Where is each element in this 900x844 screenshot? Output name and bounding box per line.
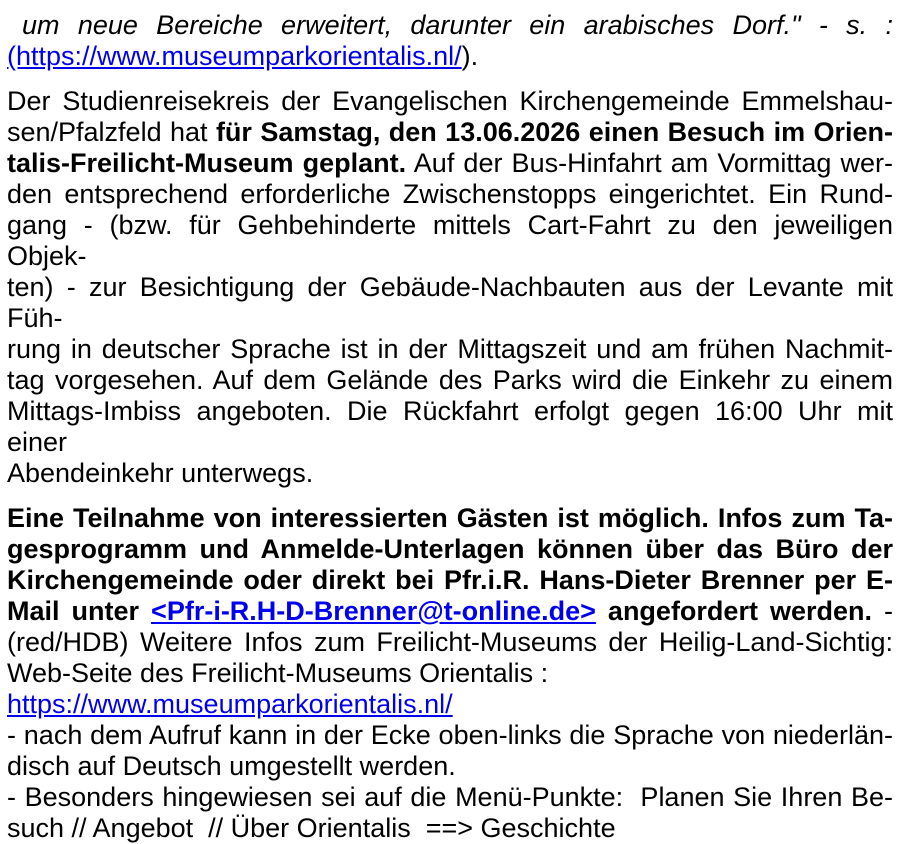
text-line bbox=[7, 210, 893, 272]
museumpark-orientalis-link[interactable]: (https://www.museumparkorientalis.nl/ bbox=[7, 41, 462, 71]
text-segment: such // Angebot // Über Orientalis ==> Geschichte bbox=[7, 813, 616, 843]
text-segment: Auf der Bus-Hinfahrt am Vormittag wer- bbox=[406, 148, 893, 178]
text-segment: talis-Freilicht-Museum geplant. bbox=[7, 148, 407, 178]
text-line bbox=[7, 658, 893, 689]
museumpark-orientalis-link[interactable]: https://www.museumparkorientalis.nl/ bbox=[7, 689, 453, 719]
text-line bbox=[7, 334, 893, 365]
text-line bbox=[7, 86, 893, 117]
text-segment: Web-Seite des Freilicht-Museums Orientalis : bbox=[7, 658, 549, 688]
text-segment: Abendeinkehr unterwegs. bbox=[7, 458, 314, 488]
document-body bbox=[7, 10, 893, 844]
lead-quote-paragraph bbox=[7, 10, 893, 72]
text-segment: um neue Bereiche erweitert, darunter ein arabisches Dorf." - s. : bbox=[22, 10, 893, 40]
text-segment: - Besonders hingewiesen sei auf die Menü-Punkte: Planen Sie Ihren Be- bbox=[7, 782, 893, 812]
text-line bbox=[7, 596, 893, 627]
text-line bbox=[7, 365, 893, 396]
text-segment: - bbox=[871, 596, 893, 626]
text-line bbox=[7, 10, 893, 41]
trip-details-paragraph bbox=[7, 86, 893, 489]
text-segment: Kirchengemeinde oder direkt bei Pfr.i.R. Hans-Dieter Brenner per E- bbox=[7, 565, 893, 595]
text-line bbox=[7, 689, 893, 720]
brenner-email-link[interactable]: <Pfr-i-R.H-D-Brenner@t-online.de> bbox=[151, 596, 596, 626]
text-line bbox=[7, 751, 893, 782]
text-segment: Der Studienreisekreis der Evangelischen Kirchengemeinde Emmelshau- bbox=[7, 86, 893, 116]
text-line bbox=[7, 148, 893, 179]
text-segment: für Samstag, den 13.06.2026 einen Besuch im Orien- bbox=[215, 117, 893, 147]
text-line bbox=[7, 627, 893, 658]
text-line bbox=[7, 117, 893, 148]
text-line bbox=[7, 534, 893, 565]
text-line bbox=[7, 41, 893, 72]
text-segment: sen/Pfalzfeld hat bbox=[7, 117, 216, 147]
text-line bbox=[7, 179, 893, 210]
text-segment: (red/HDB) Weitere Infos zum Freilicht-Museums der Heilig-Land-Sichtig: bbox=[7, 627, 893, 657]
text-segment: disch auf Deutsch umgestellt werden. bbox=[7, 751, 456, 781]
text-segment: Mittags-Imbiss angeboten. Die Rückfahrt erfolgt gegen 16:00 Uhr mit einer bbox=[7, 396, 893, 457]
text-line bbox=[7, 813, 893, 844]
text-segment: Eine Teilnahme von interessierten Gästen ist möglich. Infos zum Ta- bbox=[7, 503, 893, 533]
text-line bbox=[7, 396, 893, 458]
text-segment: den entsprechend erforderliche Zwischenstopps eingerichtet. Ein Rund- bbox=[7, 179, 893, 209]
text-segment: - nach dem Aufruf kann in der Ecke oben-links die Sprache von niederlän- bbox=[7, 720, 893, 750]
text-segment: ). bbox=[461, 41, 479, 71]
text-line bbox=[7, 720, 893, 751]
text-segment: gesprogramm und Anmelde-Unterlagen können über das Büro der bbox=[7, 534, 893, 564]
text-segment: gang - (bzw. für Gehbehinderte mittels Cart-Fahrt zu den jeweiligen Objek- bbox=[7, 210, 893, 271]
text-segment: rung in deutscher Sprache ist in der Mittagszeit und am frühen Nachmit- bbox=[7, 334, 893, 364]
text-segment: Mail unter bbox=[7, 596, 152, 626]
text-segment: angefordert werden. bbox=[595, 596, 872, 626]
text-line bbox=[7, 782, 893, 813]
text-line bbox=[7, 565, 893, 596]
participation-info-paragraph bbox=[7, 503, 893, 844]
text-segment: tag vorgesehen. Auf dem Gelände des Parks wird die Einkehr zu einem bbox=[7, 365, 893, 395]
text-line bbox=[7, 503, 893, 534]
text-line bbox=[7, 272, 893, 334]
text-line bbox=[7, 458, 893, 489]
text-segment: ten) - zur Besichtigung der Gebäude-Nachbauten aus der Levante mit Füh- bbox=[7, 272, 893, 333]
